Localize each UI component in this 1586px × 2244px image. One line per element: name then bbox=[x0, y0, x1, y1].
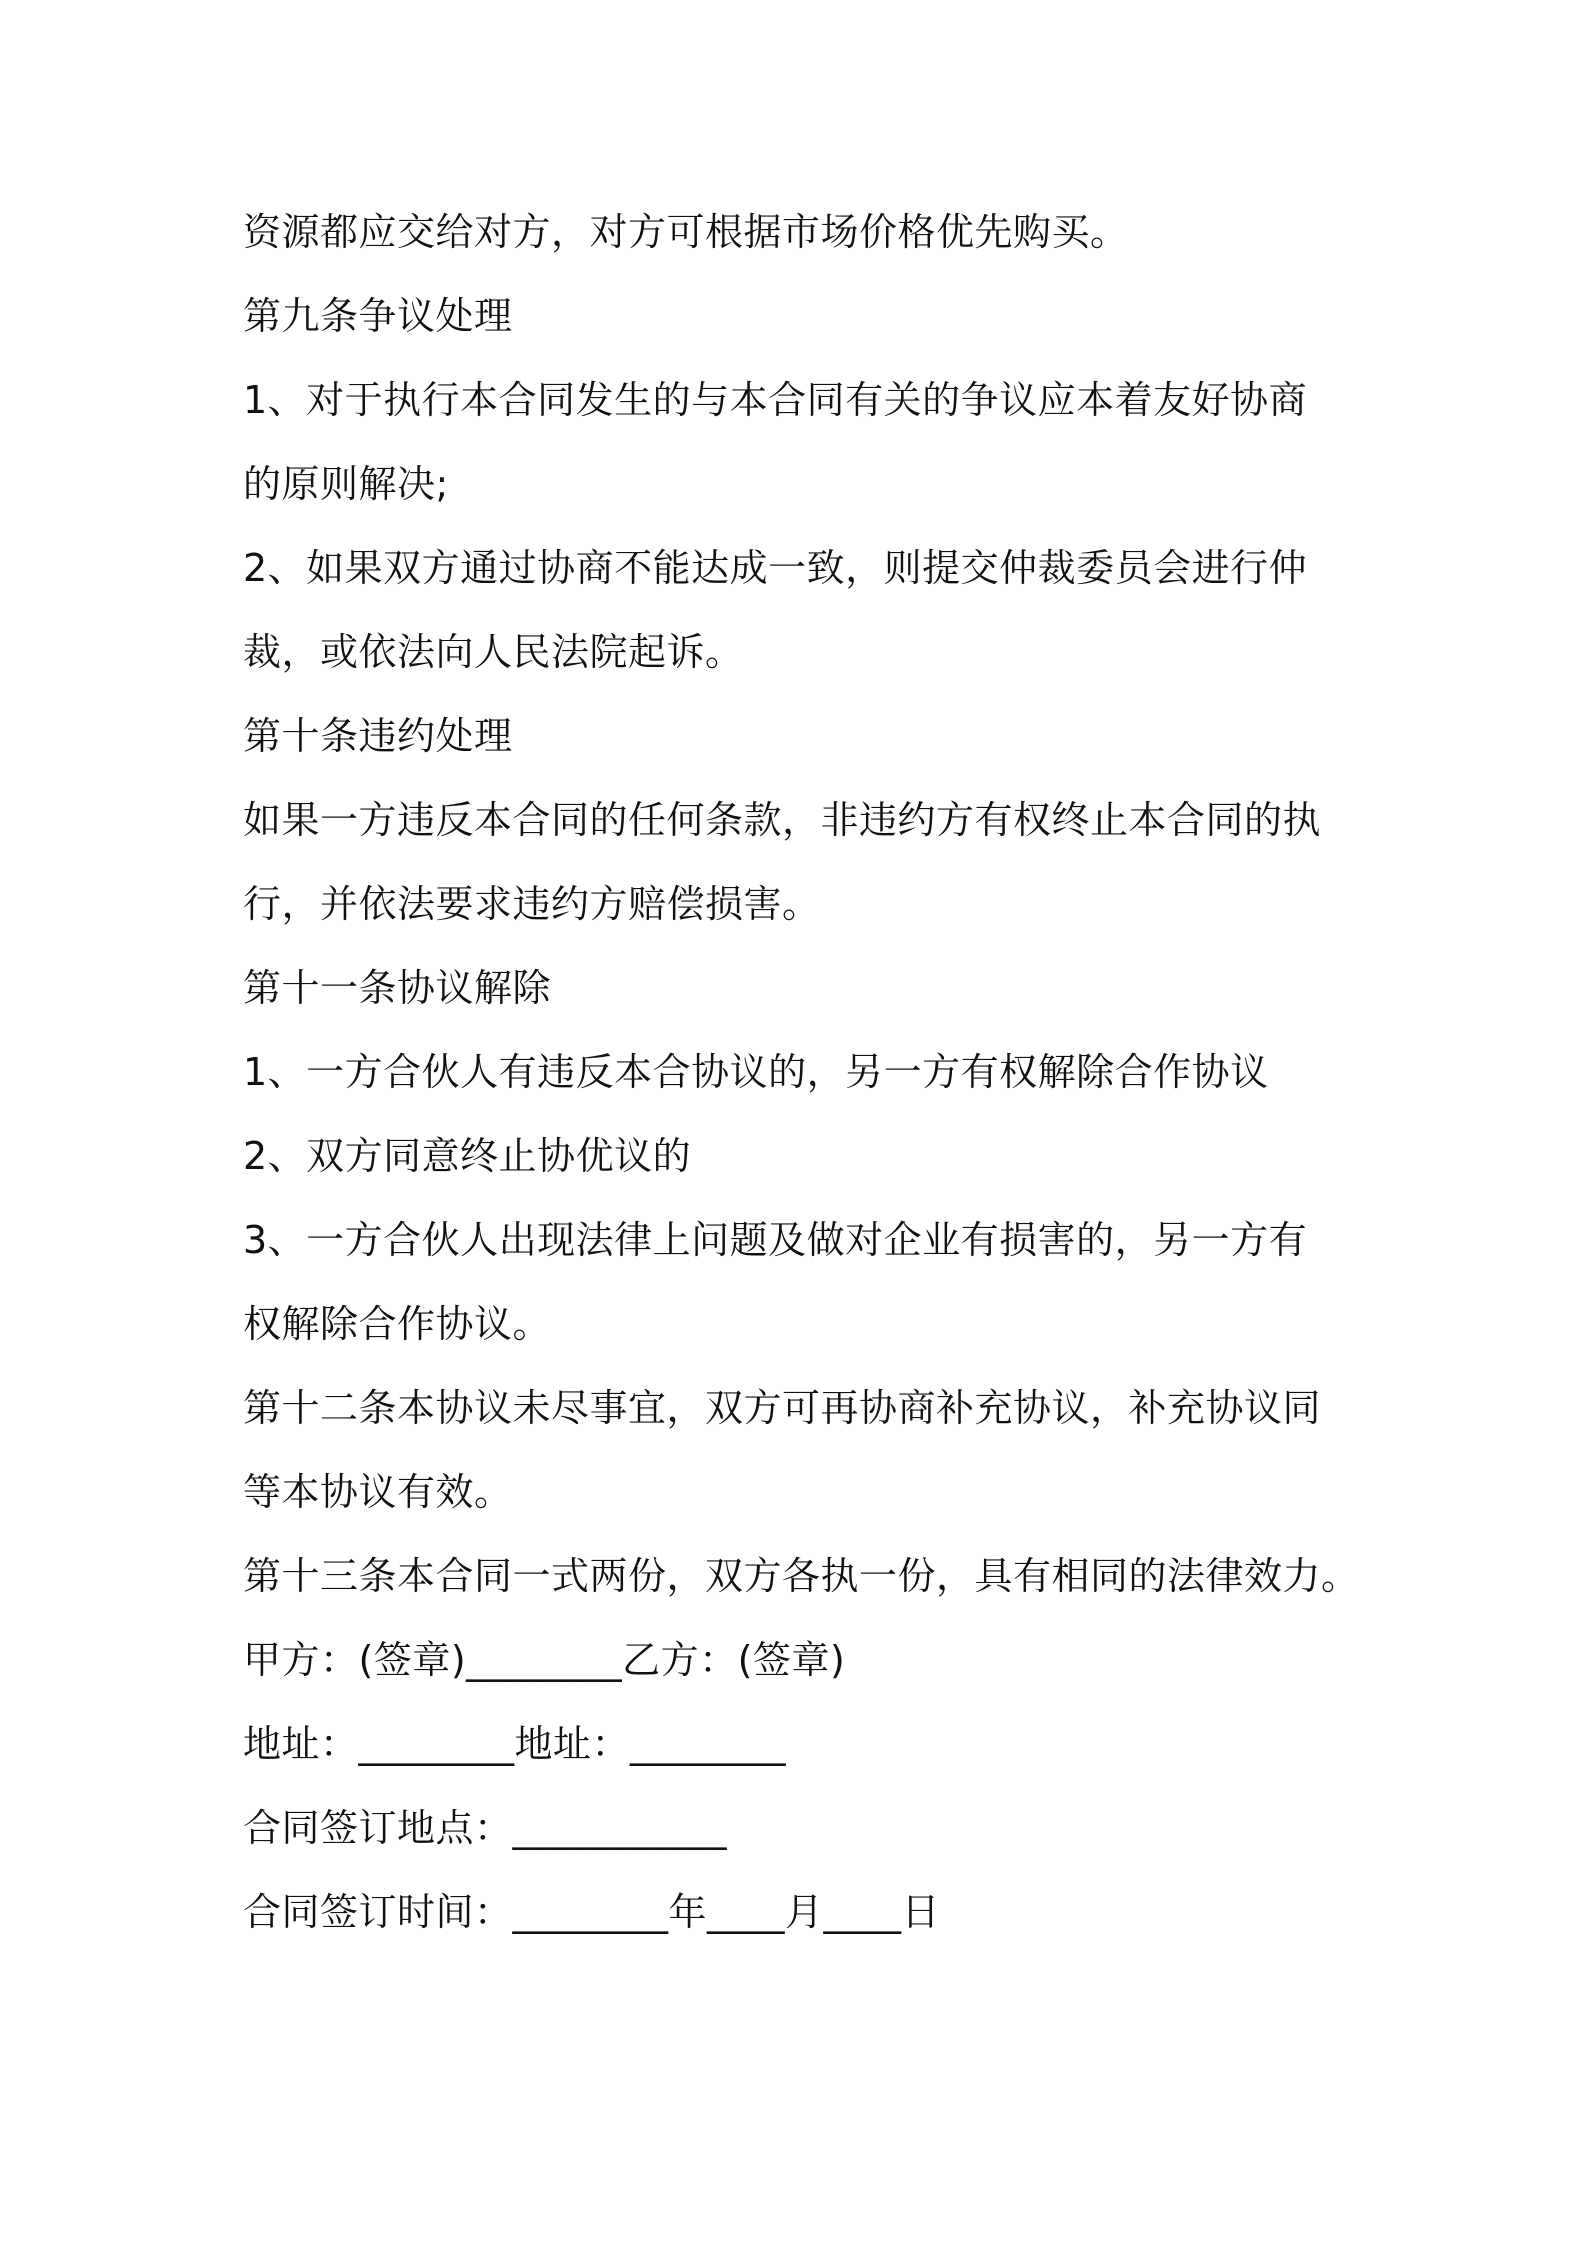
text-line: 行，并依法要求违约方赔偿损害。 bbox=[243, 882, 821, 926]
text-line: 裁，或依法向人民法院起诉。 bbox=[243, 630, 744, 674]
signing-date-line: 合同签订时间：________年____月____日 bbox=[243, 1890, 941, 1934]
text-line: 权解除合作协议。 bbox=[243, 1302, 552, 1346]
text-line: 2、双方同意终止协优议的 bbox=[243, 1134, 692, 1178]
text-line: 2、如果双方通过协商不能达成一致，则提交仲裁委员会进行仲 bbox=[243, 546, 1308, 590]
text-line: 1、一方合伙人有违反本合协议的，另一方有权解除合作协议 bbox=[243, 1050, 1269, 1094]
text-line: 资源都应交给对方，对方可根据市场价格优先购买。 bbox=[243, 210, 1129, 254]
text-line: 等本协议有效。 bbox=[243, 1470, 513, 1514]
text-line: 3、一方合伙人出现法律上问题及做对企业有损害的，另一方有 bbox=[243, 1218, 1308, 1262]
section-heading-11: 第十一条协议解除 bbox=[243, 966, 552, 1010]
address-line: 地址：________地址：________ bbox=[243, 1722, 787, 1766]
signing-place-line: 合同签订地点：___________ bbox=[243, 1806, 728, 1850]
signature-line: 甲方：(签章)________乙方：(签章) bbox=[243, 1638, 846, 1682]
text-line: 的原则解决; bbox=[243, 462, 449, 506]
section-heading-10: 第十条违约处理 bbox=[243, 714, 513, 758]
section-clause-13: 第十三条本合同一式两份，双方各执一份，具有相同的法律效力。 bbox=[243, 1554, 1360, 1598]
text-line: 如果一方违反本合同的任何条款，非违约方有权终止本合同的执 bbox=[243, 798, 1322, 842]
section-heading-9: 第九条争议处理 bbox=[243, 294, 513, 338]
section-clause-12: 第十二条本协议未尽事宜，双方可再协商补充协议，补充协议同 bbox=[243, 1386, 1322, 1430]
document-page bbox=[243, 190, 1363, 1954]
text-line: 1、对于执行本合同发生的与本合同有关的争议应本着友好协商 bbox=[243, 378, 1308, 422]
